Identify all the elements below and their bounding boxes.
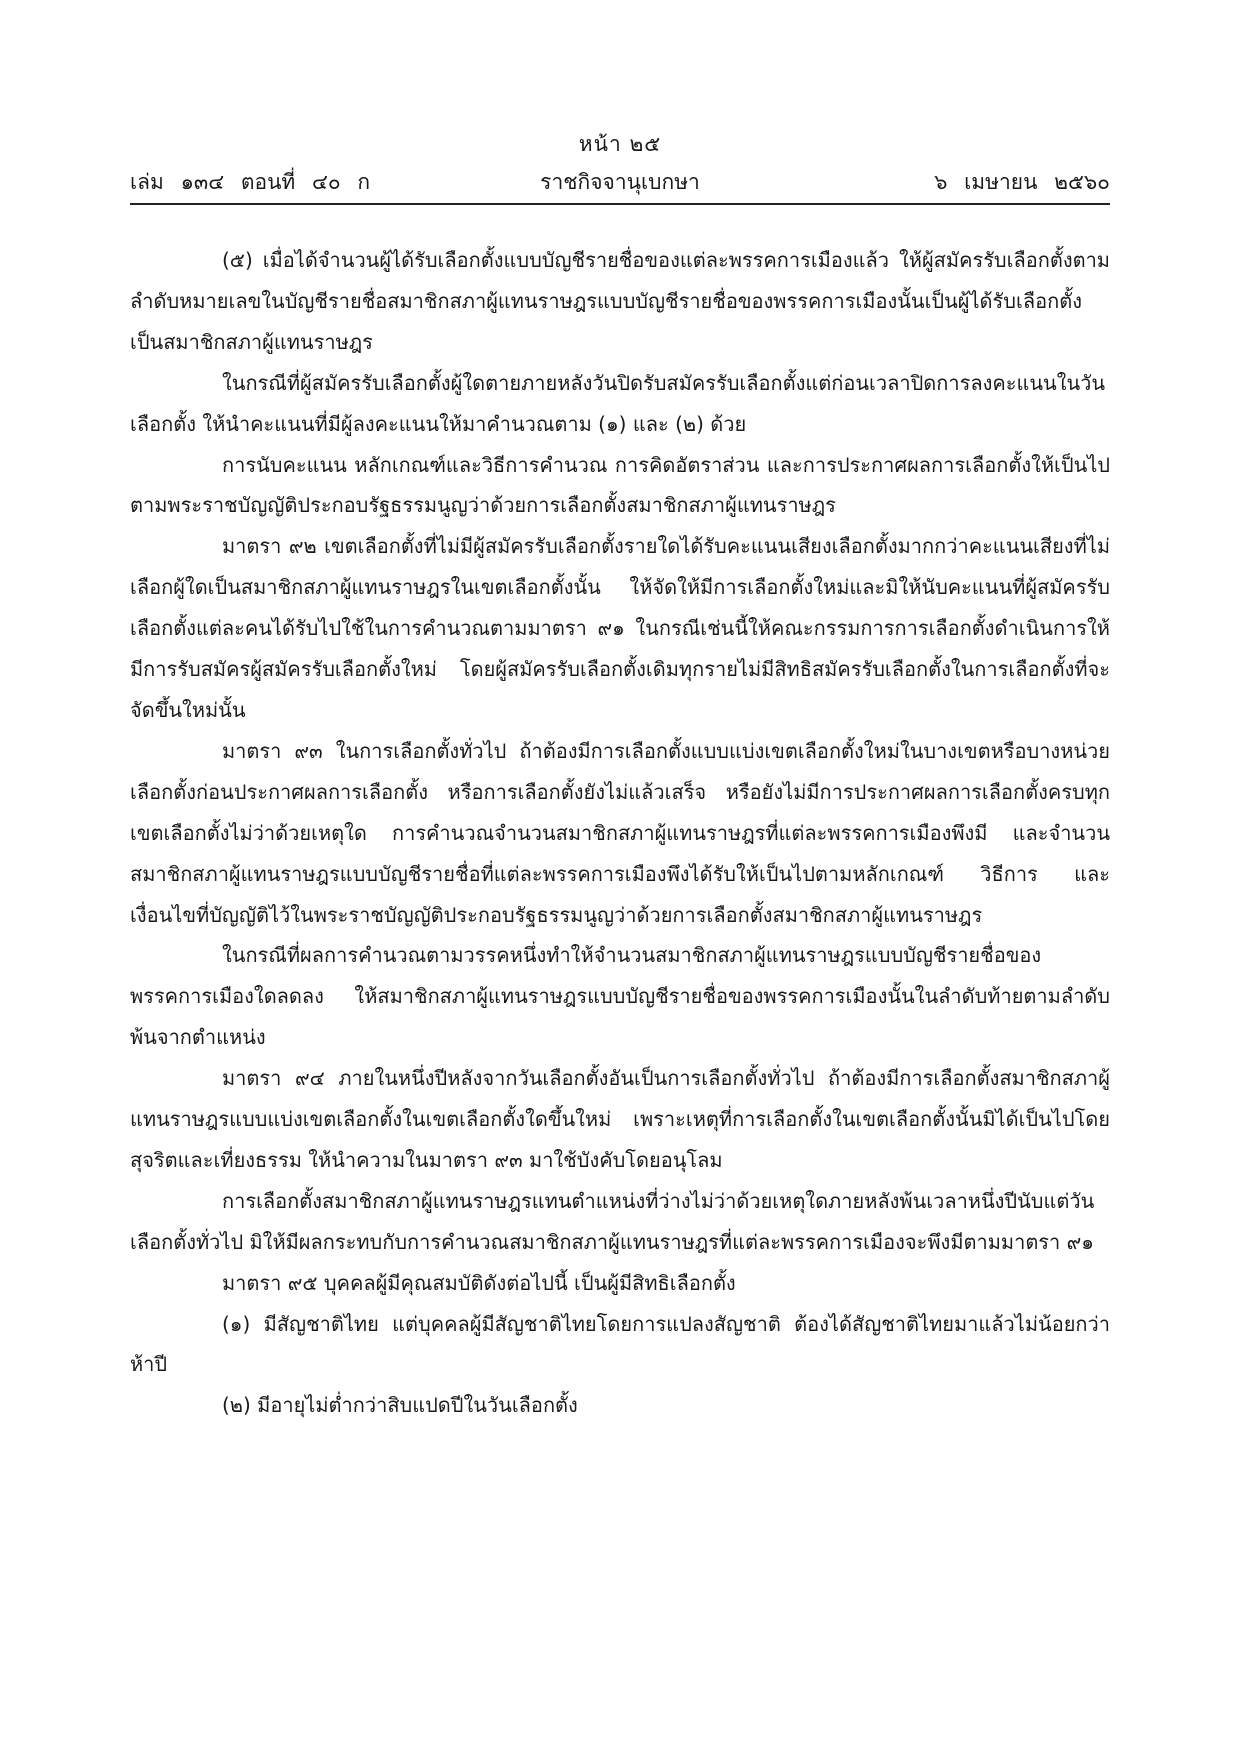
section-95-item-1: (๑) มีสัญชาติไทย แต่บุคคลผู้มีสัญชาติไทยโดยการแปลงสัญชาติ ต้องได้สัญชาติไทยมาแล้วไม่น้อยกว่าห้าปี — [130, 1311, 1110, 1377]
publication-date: ๖ เมษายน ๒๕๖๐ — [934, 170, 1110, 194]
gazette-title: ราชกิจจานุเบกษา — [540, 170, 700, 194]
section-94: มาตรา ๙๔ ภายในหนึ่งปีหลังจากวันเลือกตั้งอันเป็นการเลือกตั้งทั่วไป ถ้าต้องมีการเลือกตั้งสมาชิกสภาผู้แทนราษฎรแบบแบ่งเขตเลือกตั้งในเขตเลือกตั้งใดขึ้นใหม่ เพราะเหตุที่การเลือกตั้งในเขตเลือกตั้งนั้นมิได้เป็นไปโดยสุจริตและเที่ยงธรรม ให้นำความในมาตรา ๙๓ มาใช้บังคับโดยอนุโลม — [130, 1066, 1110, 1172]
section-93: มาตรา ๙๓ ในการเลือกตั้งทั่วไป ถ้าต้องมีการเลือกตั้งแบบแบ่งเขตเลือกตั้งใหม่ในบางเขตหรือบางหน่วยเลือกตั้งก่อนประกาศผลการเลือกตั้ง หรือการเลือกตั้งยังไม่แล้วเสร็จ หรือยังไม่มีการประกาศผลการเลือกตั้งครบทุกเขตเลือกตั้งไม่ว่าด้วยเหตุใด การคำนวณจำนวนสมาชิกสภาผู้แทนราษฎรที่แต่ละพรรคการเมืองพึงมี และจำนวนสมาชิกสภาผู้แทนราษฎรแบบบัญชีรายชื่อที่แต่ละพรรคการเมืองพึงได้รับให้เป็นไปตามหลักเกณฑ์ วิธีการ และเงื่อนไขที่บัญญัติไว้ในพระราชบัญญัติประกอบรัฐธรรมนูญว่าด้วยการเลือกตั้งสมาชิกสภาผู้แทนราษฎร — [130, 738, 1110, 927]
paragraph-candidate-death: ในกรณีที่ผู้สมัครรับเลือกตั้งผู้ใดตายภายหลังวันปิดรับสมัครรับเลือกตั้งแต่ก่อนเวลาปิดการลงคะแนนในวันเลือกตั้ง ให้นำคะแนนที่มีผู้ลงคะแนนให้มาคำนวณตาม (๑) และ (๒) ด้วย — [130, 370, 1106, 436]
paragraph-vote-counting: การนับคะแนน หลักเกณฑ์และวิธีการคำนวณ การคิดอัตราส่วน และการประกาศผลการเลือกตั้งให้เป็นไปตามพระราชบัญญัติประกอบรัฐธรรมนูญว่าด้วยการเลือกตั้งสมาชิกสภาผู้แทนราษฎร — [130, 452, 1110, 518]
page-number: หน้า ๒๕ — [578, 132, 662, 156]
gazette-header — [130, 166, 1110, 198]
section-95-item-2: (๒) มีอายุไม่ต่ำกว่าสิบแปดปีในวันเลือกตั้ง — [222, 1393, 578, 1418]
document-body — [130, 240, 1110, 1426]
header-divider — [130, 203, 1110, 205]
paragraph-party-list-elected: (๕) เมื่อได้จำนวนผู้ได้รับเลือกตั้งแบบบัญชีรายชื่อของแต่ละพรรคการเมืองแล้ว ให้ผู้สมัครรับเลือกตั้งตามลำดับหมายเลขในบัญชีรายชื่อสมาชิกสภาผู้แทนราษฎรแบบบัญชีรายชื่อของพรรคการเมืองนั้นเป็นผู้ได้รับเลือกตั้งเป็นสมาชิกสภาผู้แทนราษฎร — [130, 248, 1110, 354]
section-92: มาตรา ๙๒ เขตเลือกตั้งที่ไม่มีผู้สมัครรับเลือกตั้งรายใดได้รับคะแนนเสียงเลือกตั้งมากกว่าคะแนนเสียงที่ไม่เลือกผู้ใดเป็นสมาชิกสภาผู้แทนราษฎรในเขตเลือกตั้งนั้น ให้จัดให้มีการเลือกตั้งใหม่และมิให้นับคะแนนที่ผู้สมัครรับเลือกตั้งแต่ละคนได้รับไปใช้ในการคำนวณตามมาตรา ๙๑ ในกรณีเช่นนี้ให้คณะกรรมการการเลือกตั้งดำเนินการให้มีการรับสมัครผู้สมัครรับเลือกตั้งใหม่ โดยผู้สมัครรับเลือกตั้งเดิมทุกรายไม่มีสิทธิสมัครรับเลือกตั้งในการเลือกตั้งที่จะจัดขึ้นใหม่นั้น — [130, 534, 1110, 722]
section-94-paragraph-2: การเลือกตั้งสมาชิกสภาผู้แทนราษฎรแทนตำแหน่งที่ว่างไม่ว่าด้วยเหตุใดภายหลังพ้นเวลาหนึ่งปีนับแต่วันเลือกตั้งทั่วไป มิให้มีผลกระทบกับการคำนวณสมาชิกสภาผู้แทนราษฎรที่แต่ละพรรคการเมืองจะพึงมีตามมาตรา ๙๑ — [130, 1188, 1095, 1254]
section-95: มาตรา ๙๕ บุคคลผู้มีคุณสมบัติดังต่อไปนี้ เป็นผู้มีสิทธิเลือกตั้ง — [222, 1270, 736, 1295]
section-93-paragraph-2: ในกรณีที่ผลการคำนวณตามวรรคหนึ่งทำให้จำนวนสมาชิกสภาผู้แทนราษฎรแบบบัญชีรายชื่อของพรรคการเมืองใดลดลง ให้สมาชิกสภาผู้แทนราษฎรแบบบัญชีรายชื่อของพรรคการเมืองนั้นในลำดับท้ายตามลำดับพ้นจากตำแหน่ง — [130, 943, 1110, 1050]
volume-issue: เล่ม ๑๓๔ ตอนที่ ๔๐ ก — [130, 170, 371, 194]
